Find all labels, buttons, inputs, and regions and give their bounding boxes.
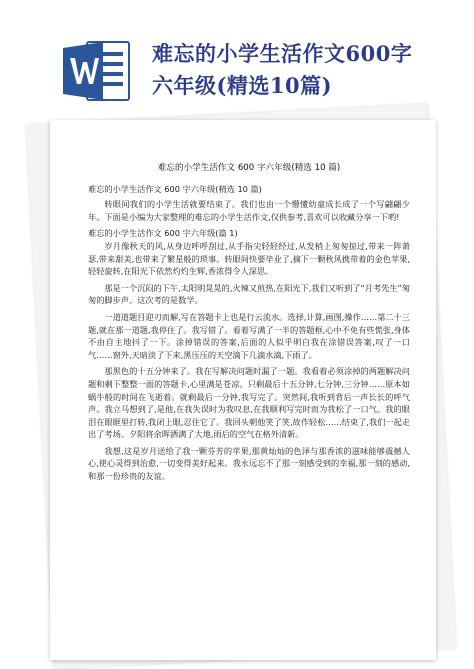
document-intro: 转眼间我们的小学生活就要结束了。我们也由一个懵懂幼童成长成了一个写翩翩少年。下面是小编为大家整理的难忘的小学生活作文,仅供参考,喜欢可以收藏分享一下哟! [88, 199, 410, 222]
paragraph: 岁月像秋天的风,从身边呼呼刮过,从手指尖轻轻经过,从发梢上匆匆掠过,带来一阵萧瑟,带来甜美,也带来了繁星般的琐事。转眼间快要毕业了,摘下一颗秋风携带着的金色苹果,轻轻旋转,在阳光下依然灼灼生辉,香浓得令人深思。 [88, 240, 410, 277]
paragraph: 那黑色的十五分钟来了。我在写解决问题时漏了一题。我看着必须涂掉的两题解决问题和剩下整整一面的答题卡,心里满是苍凉。只剩最后十五分钟,七分钟,三分钟……原本如蜗牛般的时间在飞逝着。就剩最后一分钟,我写完了。突然间,我听到背后一声长长的呼气声。我立马想到了,是他,在我失误时为我叹息,在我顺利写完时而为我松了一口气。我的眼泪在眼眶里打转,我闭上眼,忍住它了。我回头朝他笑了笑,故作轻松……结束了,我们一起走出了考场。夕阳将余晖洒满了大地,雨后的空气在格外清新。 [88, 366, 410, 440]
paragraph: 一道道题目迎刃而解,写在答题卡上也是行云流水。选择,计算,画图,操作……第二十三题,就在那一道题,我停住了。我写错了。看着写满了一半的答题框,心中不免有些慌张,身体不由自主地抖了一下。涂掉错误的答案,后面的人似乎明白我在涂错误答案,叹了一口气……窗外,天暗淡了下来,黑压压的天空滴下几滴水滴,下雨了。 [88, 311, 410, 360]
page-title [152, 38, 452, 102]
document-page [50, 120, 436, 660]
page-title-line-1: 难忘的小学生活作文600字 [152, 41, 413, 66]
page-title-line-2: 六年级(精选10篇) [152, 73, 333, 98]
document-subtitle: 难忘的小学生活作文 600 字六年级(精选 10 篇) [88, 183, 262, 194]
section-heading: 难忘的小学生活作文 600 字六年级(篇 1) [88, 228, 238, 239]
paragraph: 我想,这是岁月送给了我一颗芬芳的苹果,那黄灿灿的色泽与那香浓的滋味能够震撼人心,使心灵得到治愈,一切变得美好起来。我永远忘不了那一刻感受到的幸福,那一刻的感动,和那一份珍贵的友谊。 [88, 445, 410, 482]
paragraph: 那是一个沉闷的下午,太阳明晃晃的,火辣又煎热,在阳光下,我们又听到了“月考先生”匆匆的脚步声。这次考的是数学。 [88, 282, 410, 306]
document-body [88, 162, 410, 487]
word-document-icon [63, 40, 131, 102]
header [0, 0, 474, 118]
document-title: 难忘的小学生活作文 600 字六年级(精选 10 篇) [157, 163, 341, 173]
